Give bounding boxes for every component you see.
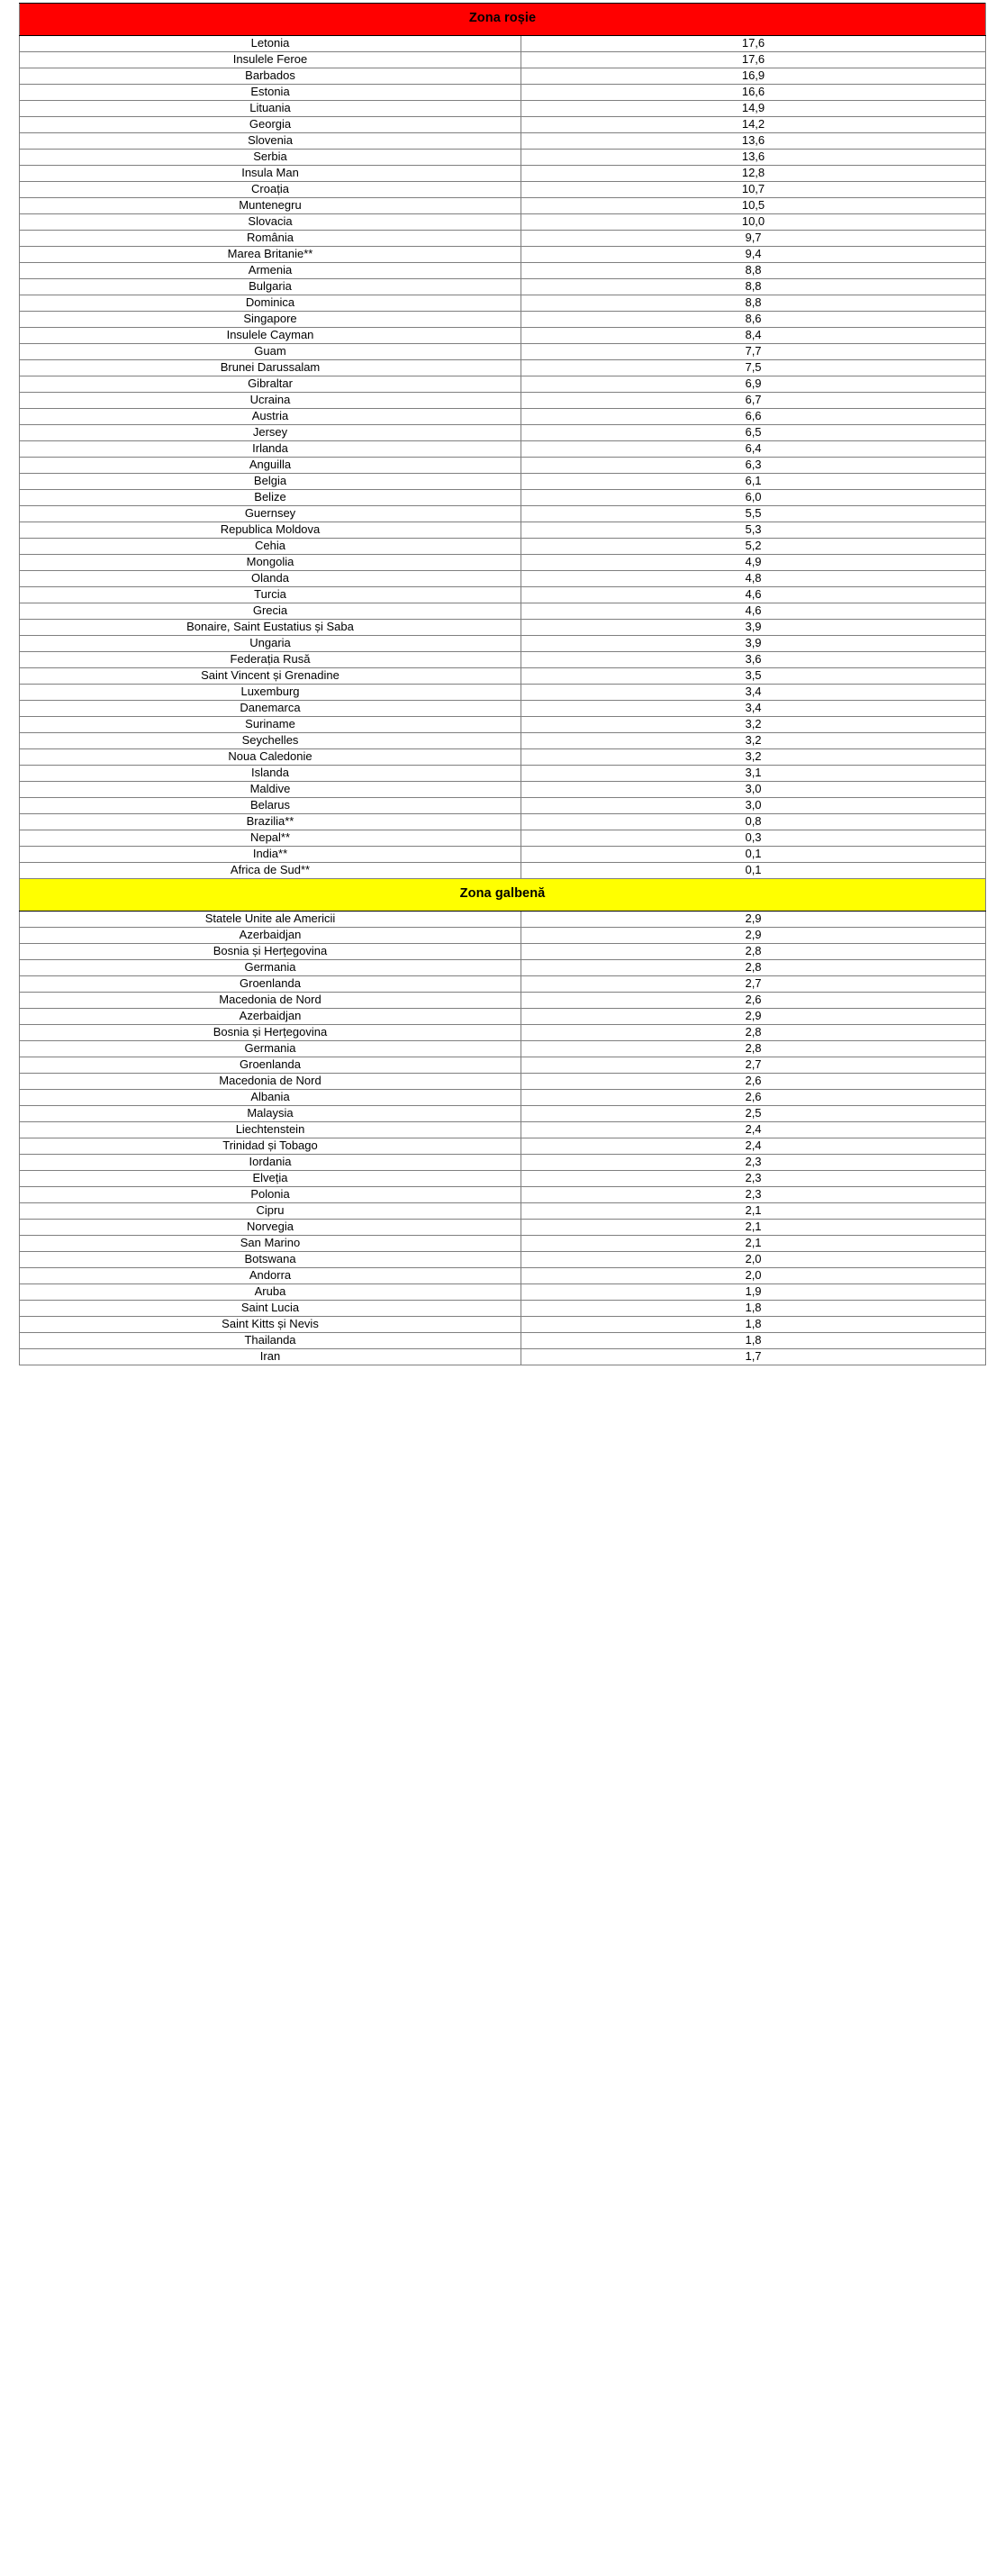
value-cell: 2,1 <box>521 1203 986 1220</box>
table-row <box>20 36 986 52</box>
table-row <box>20 1025 986 1041</box>
value-cell: 13,6 <box>521 150 986 166</box>
value-cell: 2,4 <box>521 1138 986 1155</box>
table-row <box>20 830 986 847</box>
value-cell: 0,1 <box>521 847 986 863</box>
country-cell: Danemarca <box>20 701 521 717</box>
value-cell: 8,8 <box>521 279 986 295</box>
table-row <box>20 798 986 814</box>
value-cell: 2,3 <box>521 1187 986 1203</box>
value-cell: 16,9 <box>521 68 986 85</box>
table-row <box>20 636 986 652</box>
zone-banner-label: Zona roșie <box>20 4 986 36</box>
table-row <box>20 733 986 749</box>
table-row <box>20 1317 986 1333</box>
table-row <box>20 198 986 214</box>
table-row <box>20 312 986 328</box>
value-cell: 3,0 <box>521 782 986 798</box>
table-row <box>20 928 986 944</box>
country-cell: Brazilia** <box>20 814 521 830</box>
table-row <box>20 1074 986 1090</box>
table-row <box>20 1333 986 1349</box>
table-row <box>20 101 986 117</box>
value-cell: 4,6 <box>521 587 986 603</box>
value-cell: 10,0 <box>521 214 986 231</box>
table-row <box>20 68 986 85</box>
table-row <box>20 117 986 133</box>
country-cell: Letonia <box>20 36 521 52</box>
country-cell: Lituania <box>20 101 521 117</box>
country-cell: Serbia <box>20 150 521 166</box>
table-row <box>20 458 986 474</box>
country-cell: Belgia <box>20 474 521 490</box>
value-cell: 10,5 <box>521 198 986 214</box>
country-cell: Ungaria <box>20 636 521 652</box>
table-row <box>20 231 986 247</box>
country-cell: Marea Britanie** <box>20 247 521 263</box>
value-cell: 2,6 <box>521 1090 986 1106</box>
table-row <box>20 409 986 425</box>
value-cell: 7,7 <box>521 344 986 360</box>
table-row <box>20 1057 986 1074</box>
country-cell: Aruba <box>20 1284 521 1301</box>
value-cell: 16,6 <box>521 85 986 101</box>
table-row <box>20 425 986 441</box>
value-cell: 8,8 <box>521 295 986 312</box>
country-cell: Olanda <box>20 571 521 587</box>
value-cell: 2,3 <box>521 1155 986 1171</box>
value-cell: 2,8 <box>521 944 986 960</box>
value-cell: 0,3 <box>521 830 986 847</box>
table-row <box>20 1122 986 1138</box>
country-cell: Saint Lucia <box>20 1301 521 1317</box>
country-cell: Macedonia de Nord <box>20 1074 521 1090</box>
value-cell: 2,1 <box>521 1236 986 1252</box>
table-row <box>20 474 986 490</box>
table-row <box>20 749 986 766</box>
table-row <box>20 993 986 1009</box>
country-cell: Gibraltar <box>20 376 521 393</box>
country-cell: Suriname <box>20 717 521 733</box>
country-cell: Guernsey <box>20 506 521 522</box>
table-row <box>20 1349 986 1365</box>
value-cell: 12,8 <box>521 166 986 182</box>
value-cell: 6,4 <box>521 441 986 458</box>
country-cell: Slovacia <box>20 214 521 231</box>
table-row <box>20 620 986 636</box>
value-cell: 2,0 <box>521 1268 986 1284</box>
value-cell: 8,6 <box>521 312 986 328</box>
country-cell: Singapore <box>20 312 521 328</box>
country-cell: Noua Caledonie <box>20 749 521 766</box>
value-cell: 9,7 <box>521 231 986 247</box>
table-row <box>20 782 986 798</box>
country-cell: Brunei Darussalam <box>20 360 521 376</box>
country-cell: Africa de Sud** <box>20 863 521 879</box>
country-cell: Cipru <box>20 1203 521 1220</box>
value-cell: 2,6 <box>521 993 986 1009</box>
value-cell: 2,0 <box>521 1252 986 1268</box>
table-row <box>20 150 986 166</box>
table-row <box>20 976 986 993</box>
country-cell: Bosnia și Herțegovina <box>20 944 521 960</box>
table-row <box>20 1106 986 1122</box>
country-cell: Grecia <box>20 603 521 620</box>
table-row <box>20 1041 986 1057</box>
table-row <box>20 247 986 263</box>
country-cell: Iran <box>20 1349 521 1365</box>
table-row <box>20 944 986 960</box>
country-cell: Bulgaria <box>20 279 521 295</box>
value-cell: 6,5 <box>521 425 986 441</box>
table-row <box>20 701 986 717</box>
country-cell: Saint Kitts și Nevis <box>20 1317 521 1333</box>
table-row <box>20 1138 986 1155</box>
country-cell: Insulele Cayman <box>20 328 521 344</box>
table-row <box>20 766 986 782</box>
value-cell: 3,4 <box>521 701 986 717</box>
table-row <box>20 685 986 701</box>
country-cell: Azerbaidjan <box>20 928 521 944</box>
value-cell: 5,3 <box>521 522 986 539</box>
table-row <box>20 847 986 863</box>
value-cell: 2,9 <box>521 928 986 944</box>
value-cell: 2,8 <box>521 960 986 976</box>
value-cell: 3,2 <box>521 749 986 766</box>
table-row <box>20 1284 986 1301</box>
country-cell: Muntenegru <box>20 198 521 214</box>
country-cell: Albania <box>20 1090 521 1106</box>
risk-zones-table-body <box>20 4 986 1365</box>
value-cell: 2,4 <box>521 1122 986 1138</box>
value-cell: 9,4 <box>521 247 986 263</box>
table-row <box>20 1268 986 1284</box>
value-cell: 4,9 <box>521 555 986 571</box>
table-row <box>20 1171 986 1187</box>
country-cell: Mongolia <box>20 555 521 571</box>
value-cell: 2,9 <box>521 912 986 928</box>
value-cell: 8,8 <box>521 263 986 279</box>
table-row <box>20 279 986 295</box>
table-row <box>20 1155 986 1171</box>
country-cell: România <box>20 231 521 247</box>
table-row <box>20 376 986 393</box>
country-cell: Malaysia <box>20 1106 521 1122</box>
value-cell: 0,8 <box>521 814 986 830</box>
value-cell: 1,8 <box>521 1333 986 1349</box>
country-cell: Estonia <box>20 85 521 101</box>
country-cell: Ucraina <box>20 393 521 409</box>
country-cell: Statele Unite ale Americii <box>20 912 521 928</box>
value-cell: 1,9 <box>521 1284 986 1301</box>
value-cell: 4,8 <box>521 571 986 587</box>
country-cell: Bosnia și Herțegovina <box>20 1025 521 1041</box>
country-cell: Elveția <box>20 1171 521 1187</box>
country-cell: Azerbaidjan <box>20 1009 521 1025</box>
table-row <box>20 1236 986 1252</box>
value-cell: 4,6 <box>521 603 986 620</box>
country-cell: Saint Vincent și Grenadine <box>20 668 521 685</box>
country-cell: Jersey <box>20 425 521 441</box>
country-cell: Barbados <box>20 68 521 85</box>
country-cell: Luxemburg <box>20 685 521 701</box>
zone-banner-zona-rosie <box>20 4 986 36</box>
table-row <box>20 863 986 879</box>
value-cell: 2,3 <box>521 1171 986 1187</box>
table-row <box>20 393 986 409</box>
zone-banner-label: Zona galbenă <box>20 879 986 912</box>
table-row <box>20 506 986 522</box>
value-cell: 3,2 <box>521 717 986 733</box>
country-cell: Insulele Feroe <box>20 52 521 68</box>
risk-zones-table <box>19 3 986 1365</box>
value-cell: 2,8 <box>521 1025 986 1041</box>
table-row <box>20 960 986 976</box>
table-row <box>20 539 986 555</box>
table-row <box>20 182 986 198</box>
table-row <box>20 1252 986 1268</box>
country-cell: Groenlanda <box>20 1057 521 1074</box>
value-cell: 6,7 <box>521 393 986 409</box>
table-row <box>20 571 986 587</box>
value-cell: 1,8 <box>521 1317 986 1333</box>
value-cell: 5,2 <box>521 539 986 555</box>
table-row <box>20 214 986 231</box>
table-row <box>20 1220 986 1236</box>
table-row <box>20 555 986 571</box>
table-row <box>20 1301 986 1317</box>
value-cell: 2,7 <box>521 976 986 993</box>
table-row <box>20 912 986 928</box>
country-cell: Nepal** <box>20 830 521 847</box>
value-cell: 3,0 <box>521 798 986 814</box>
value-cell: 3,4 <box>521 685 986 701</box>
country-cell: Belize <box>20 490 521 506</box>
country-cell: Guam <box>20 344 521 360</box>
value-cell: 1,8 <box>521 1301 986 1317</box>
country-cell: Slovenia <box>20 133 521 150</box>
table-row <box>20 295 986 312</box>
value-cell: 6,9 <box>521 376 986 393</box>
table-row <box>20 587 986 603</box>
country-cell: San Marino <box>20 1236 521 1252</box>
value-cell: 6,6 <box>521 409 986 425</box>
value-cell: 7,5 <box>521 360 986 376</box>
table-row <box>20 717 986 733</box>
value-cell: 14,9 <box>521 101 986 117</box>
country-cell: Trinidad și Tobago <box>20 1138 521 1155</box>
table-row <box>20 441 986 458</box>
table-row <box>20 263 986 279</box>
value-cell: 6,3 <box>521 458 986 474</box>
value-cell: 10,7 <box>521 182 986 198</box>
country-cell: Groenlanda <box>20 976 521 993</box>
table-row <box>20 166 986 182</box>
value-cell: 3,5 <box>521 668 986 685</box>
table-row <box>20 344 986 360</box>
country-cell: Macedonia de Nord <box>20 993 521 1009</box>
country-cell: Seychelles <box>20 733 521 749</box>
country-cell: Austria <box>20 409 521 425</box>
value-cell: 2,8 <box>521 1041 986 1057</box>
country-cell: Georgia <box>20 117 521 133</box>
country-cell: Cehia <box>20 539 521 555</box>
value-cell: 2,7 <box>521 1057 986 1074</box>
country-cell: Anguilla <box>20 458 521 474</box>
country-cell: Irlanda <box>20 441 521 458</box>
country-cell: Germania <box>20 960 521 976</box>
value-cell: 3,2 <box>521 733 986 749</box>
country-cell: Belarus <box>20 798 521 814</box>
zone-banner-zona-galbena <box>20 879 986 912</box>
country-cell: Republica Moldova <box>20 522 521 539</box>
value-cell: 3,6 <box>521 652 986 668</box>
value-cell: 14,2 <box>521 117 986 133</box>
value-cell: 0,1 <box>521 863 986 879</box>
country-cell: Dominica <box>20 295 521 312</box>
country-cell: Thailanda <box>20 1333 521 1349</box>
table-row <box>20 1187 986 1203</box>
value-cell: 8,4 <box>521 328 986 344</box>
table-row <box>20 52 986 68</box>
value-cell: 2,5 <box>521 1106 986 1122</box>
value-cell: 2,6 <box>521 1074 986 1090</box>
country-cell: Insula Man <box>20 166 521 182</box>
table-row <box>20 652 986 668</box>
value-cell: 2,9 <box>521 1009 986 1025</box>
table-row <box>20 133 986 150</box>
country-cell: Islanda <box>20 766 521 782</box>
table-row <box>20 85 986 101</box>
table-row <box>20 1090 986 1106</box>
country-cell: Germania <box>20 1041 521 1057</box>
country-cell: Maldive <box>20 782 521 798</box>
country-cell: Bonaire, Saint Eustatius și Saba <box>20 620 521 636</box>
value-cell: 3,1 <box>521 766 986 782</box>
country-cell: Turcia <box>20 587 521 603</box>
value-cell: 17,6 <box>521 36 986 52</box>
table-row <box>20 668 986 685</box>
table-row <box>20 814 986 830</box>
value-cell: 3,9 <box>521 620 986 636</box>
country-cell: India** <box>20 847 521 863</box>
country-cell: Polonia <box>20 1187 521 1203</box>
value-cell: 13,6 <box>521 133 986 150</box>
country-cell: Botswana <box>20 1252 521 1268</box>
country-cell: Norvegia <box>20 1220 521 1236</box>
value-cell: 1,7 <box>521 1349 986 1365</box>
value-cell: 3,9 <box>521 636 986 652</box>
country-cell: Iordania <box>20 1155 521 1171</box>
table-row <box>20 360 986 376</box>
value-cell: 17,6 <box>521 52 986 68</box>
country-cell: Federația Rusă <box>20 652 521 668</box>
country-cell: Armenia <box>20 263 521 279</box>
value-cell: 6,0 <box>521 490 986 506</box>
value-cell: 2,1 <box>521 1220 986 1236</box>
value-cell: 6,1 <box>521 474 986 490</box>
country-cell: Liechtenstein <box>20 1122 521 1138</box>
country-cell: Andorra <box>20 1268 521 1284</box>
table-row <box>20 328 986 344</box>
value-cell: 5,5 <box>521 506 986 522</box>
table-row <box>20 1203 986 1220</box>
table-row <box>20 1009 986 1025</box>
table-row <box>20 522 986 539</box>
table-row <box>20 603 986 620</box>
country-cell: Croația <box>20 182 521 198</box>
table-row <box>20 490 986 506</box>
